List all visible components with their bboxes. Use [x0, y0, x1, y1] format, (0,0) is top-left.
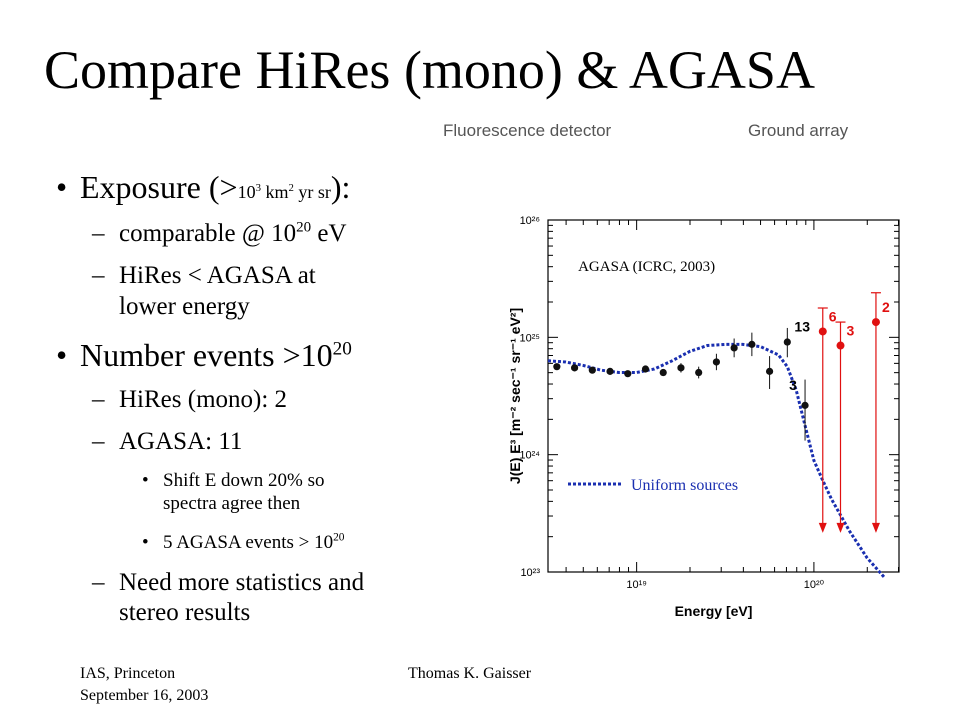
- exposure-unit-tail: yr sr: [293, 182, 331, 202]
- exposure-unit: km: [260, 182, 289, 202]
- hires-lt-agasa-line2: lower energy: [119, 293, 250, 320]
- red-data-point: [872, 318, 880, 326]
- red-data-point: [819, 327, 827, 335]
- data-point: [624, 370, 631, 377]
- five-agasa-exp: 20: [333, 531, 345, 544]
- data-point: [801, 402, 808, 409]
- x-axis-label: Energy [eV]: [674, 603, 753, 619]
- data-point: [660, 369, 667, 376]
- upper-limit-arrow: [837, 523, 845, 533]
- data-point: [589, 367, 596, 374]
- red-count-label: 2: [881, 299, 890, 316]
- count-annotation: 13: [794, 318, 810, 335]
- ground-array-label: Ground array: [748, 121, 849, 140]
- data-point: [784, 338, 791, 345]
- y-tick-label: 10²⁵: [519, 332, 540, 345]
- bullet-dot-icon: •: [56, 169, 68, 205]
- exposure-close: ):: [330, 169, 351, 205]
- legend-label: Uniform sources: [631, 477, 739, 494]
- uniform-sources-curve: [548, 344, 885, 578]
- data-point: [695, 369, 702, 376]
- red-count-label: 6: [828, 308, 837, 325]
- y-tick-label: 10²⁴: [519, 449, 540, 462]
- red-count-label: 3: [846, 322, 855, 339]
- x-tick-label: 10²⁰: [803, 579, 825, 591]
- y-tick-label: 10²³: [520, 567, 540, 579]
- comparable-exp: 20: [296, 219, 312, 236]
- number-events-text: Number events >10: [80, 337, 333, 373]
- footer-date: September 16, 2003: [80, 687, 209, 704]
- red-data-point: [837, 342, 845, 350]
- exposure-unit-exp: 2: [288, 182, 294, 194]
- data-point: [571, 364, 578, 371]
- comparable-text: comparable @ 10: [119, 220, 297, 247]
- data-point: [606, 368, 613, 375]
- agasa-text: AGASA: 11: [119, 428, 243, 455]
- data-point: [553, 363, 560, 370]
- data-point: [677, 364, 684, 371]
- hires-lt-agasa-line1: HiRes < AGASA at: [119, 262, 316, 289]
- upper-limit-arrow: [819, 523, 827, 533]
- bullet-dot-icon: •: [142, 470, 149, 491]
- bullet-dot-icon: •: [56, 337, 68, 373]
- data-point: [748, 341, 755, 348]
- hires-mono-text: HiRes (mono): 2: [119, 386, 288, 413]
- agasa-spectrum-chart: [486, 202, 914, 632]
- five-agasa-text: 5 AGASA events > 10: [163, 532, 334, 553]
- y-axis-label: J(E) E³ [m⁻² sec⁻¹ sr⁻¹ eV²]: [507, 307, 523, 485]
- need-more-line2: stereo results: [119, 599, 251, 626]
- page-title: Compare HiRes (mono) & AGASA: [44, 40, 815, 100]
- exposure-text: Exposure (>: [80, 169, 238, 205]
- x-tick-label: 10¹⁹: [626, 579, 647, 591]
- number-events-exp: 20: [332, 338, 352, 360]
- fluorescence-label: Fluorescence detector: [443, 121, 612, 140]
- data-point: [731, 344, 738, 351]
- bullet-dot-icon: •: [142, 532, 149, 553]
- count-annotation: 3: [789, 377, 797, 394]
- y-tick-label: 10²⁶: [519, 215, 540, 227]
- footer-location: IAS, Princeton: [80, 665, 176, 682]
- shift-line1: Shift E down 20% so: [163, 470, 325, 491]
- need-more-line1: Need more statistics and: [119, 569, 365, 596]
- chart-title: AGASA (ICRC, 2003): [578, 258, 716, 275]
- exposure-base: 10: [237, 182, 256, 202]
- data-point: [766, 368, 773, 375]
- exposure-exp: 3: [255, 182, 261, 194]
- upper-limit-arrow: [872, 523, 880, 533]
- data-point: [642, 365, 649, 372]
- comparable-tail: eV: [311, 220, 347, 247]
- footer-author: Thomas K. Gaisser: [408, 665, 532, 682]
- shift-line2: spectra agree then: [163, 493, 301, 514]
- data-point: [713, 358, 720, 365]
